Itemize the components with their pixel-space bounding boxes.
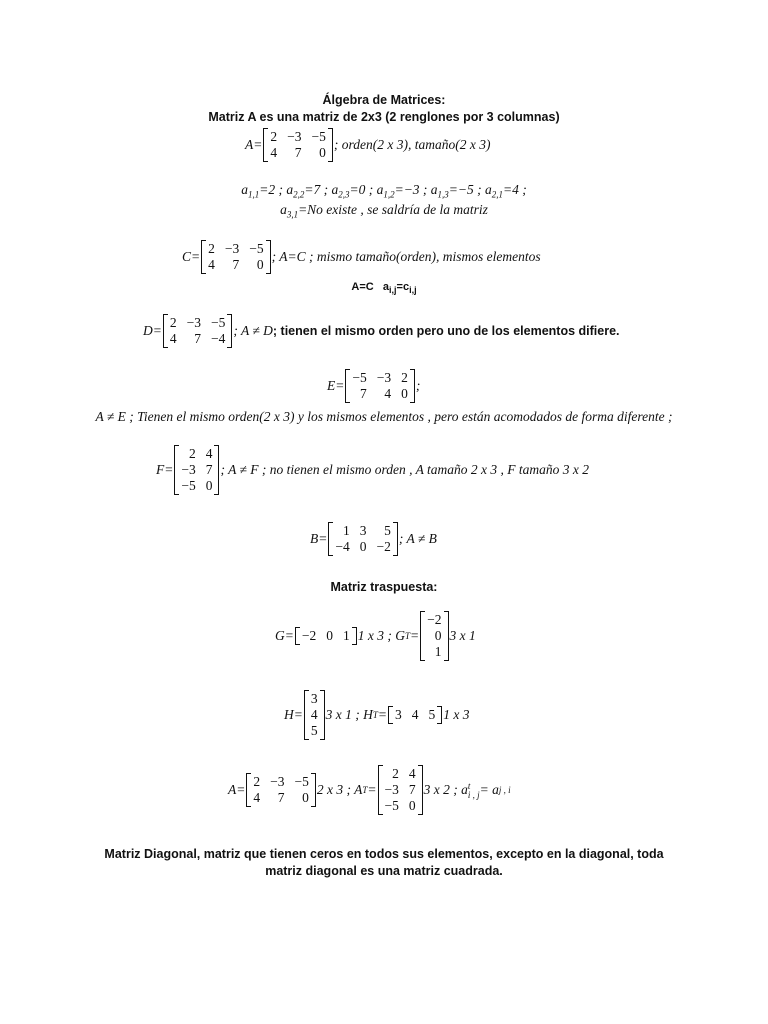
eq-h-sup: T — [372, 710, 378, 720]
matrix-cell: −2 — [376, 539, 391, 554]
eq-at-tail-end-sub: j , i — [498, 785, 511, 795]
matrix-cell: −3 — [376, 370, 392, 385]
eq-a-lhs: A= — [245, 137, 263, 152]
eq-g-lhs: G= — [275, 628, 294, 643]
matrix-d — [165, 315, 231, 347]
eq-at-tail-sub: i , j — [467, 790, 480, 800]
transpose-heading: Matriz traspuesta: — [330, 580, 438, 594]
matrix-cell: 2 — [188, 446, 196, 461]
eq-g-mid: 1 x 3 ; G — [357, 628, 405, 643]
matrix-cell: 7 — [194, 331, 201, 346]
matrix-cell: 2 — [401, 370, 408, 385]
matrix-cell: 7 — [232, 257, 240, 272]
matrix-cell: 1 — [342, 628, 350, 643]
matrix-g-transpose — [422, 612, 446, 660]
matrix-cell: −3 — [181, 462, 196, 477]
matrix-cell: −3 — [287, 129, 302, 144]
matrix-cell: 5 — [310, 723, 318, 738]
matrix-h — [306, 691, 323, 739]
matrix-cell: 7 — [205, 462, 213, 477]
matrix-cell: 2 — [270, 129, 278, 144]
equation-e — [327, 370, 420, 402]
matrix-cell: 0 — [408, 798, 416, 813]
equation-e-note: A ≠ E ; Tienen el mismo orden(2 x 3) y los mismos elementos , pero están acomodados de forma diferente ; — [95, 409, 673, 424]
matrix-h-transpose — [390, 707, 440, 723]
elements-line-1: $a_{1,1}=2$ ; $a_{2,2}=7$ ; $a_{2,3}=0$ ; $a_{1,2}=-3$ ; $a_{1,3}=-5$ ; $a_{2,1}=4$ ; — [241, 182, 527, 200]
matrix-cell: −4 — [210, 331, 226, 346]
matrix-cell: 3 — [395, 707, 402, 722]
eq-d-tail-math: ; A ≠ D — [233, 323, 273, 338]
intro-text: Matriz A es una matriz de 2x3 (2 renglones por 3 columnas) — [208, 110, 560, 124]
matrix-cell: 0 — [359, 539, 367, 554]
equation-c-note: A=C $a_{i,j}=c_{i,j}$ — [351, 281, 417, 296]
eq-b-tail: ; A ≠ B — [398, 531, 437, 546]
matrix-cell: 2 — [392, 766, 399, 781]
diagonal-line-2: matriz diagonal es una matriz cuadrada. — [265, 864, 503, 878]
matrix-a-2 — [248, 774, 314, 806]
eq-f-tail: ; A ≠ F ; no tienen el mismo orden , A tamaño 2 x 3 , F tamaño 3 x 2 — [220, 462, 589, 477]
matrix-cell: −3 — [270, 774, 285, 789]
eq-g-eq: = — [410, 628, 420, 643]
matrix-cell: 5 — [428, 707, 436, 722]
matrix-cell: 0 — [319, 145, 326, 160]
eq-e-lhs: E= — [327, 378, 345, 393]
matrix-cell: 2 — [253, 774, 261, 789]
equation-h — [284, 691, 470, 739]
eq-at-mid: 2 x 3 ; A — [316, 782, 363, 797]
matrix-cell: −2 — [301, 628, 317, 643]
matrix-cell: 7 — [359, 386, 367, 401]
matrix-cell: −3 — [186, 315, 201, 330]
elements-line-2: $a_{3,1}=No$ existe , se saldría de la matriz — [280, 202, 488, 220]
matrix-cell: 4 — [384, 386, 392, 401]
matrix-a-transpose — [380, 766, 421, 814]
page-title: Álgebra de Matrices: — [322, 93, 446, 107]
matrix-cell: 0 — [434, 628, 442, 643]
matrix-c — [203, 241, 269, 273]
matrix-cell: 3 — [310, 691, 318, 706]
matrix-e — [347, 370, 413, 402]
matrix-cell: 4 — [411, 707, 419, 722]
matrix-cell: 4 — [208, 257, 215, 272]
matrix-cell: −5 — [181, 478, 196, 493]
eq-at-tail: 3 x 2 ; a — [423, 782, 468, 797]
eq-b-lhs: B= — [310, 531, 328, 546]
equation-c — [182, 241, 541, 273]
eq-g-tail: 3 x 1 — [449, 628, 476, 643]
equation-a — [245, 129, 490, 161]
matrix-cell: −3 — [224, 241, 240, 256]
matrix-cell: 4 — [169, 331, 177, 346]
matrix-cell: 1 — [342, 523, 350, 538]
matrix-cell: 2 — [208, 241, 215, 256]
matrix-cell: 0 — [401, 386, 408, 401]
eq-at-eq: = — [367, 782, 377, 797]
matrix-cell: 1 — [434, 644, 442, 659]
equation-b — [310, 523, 437, 555]
matrix-cell: 7 — [294, 145, 302, 160]
matrix-cell: 7 — [408, 782, 416, 797]
equation-a-transpose — [228, 766, 511, 814]
matrix-cell: 4 — [205, 446, 213, 461]
eq-f-lhs: F= — [156, 462, 174, 477]
eq-d-tail-text: ; tienen el mismo orden pero uno de los elementos difiere. — [272, 324, 620, 338]
matrix-cell: −5 — [311, 129, 326, 144]
matrix-g — [297, 628, 355, 644]
equation-g — [275, 612, 476, 660]
matrix-cell: 0 — [256, 257, 264, 272]
matrix-b — [330, 523, 396, 555]
matrix-cell: −2 — [427, 612, 442, 627]
equation-f — [156, 446, 589, 494]
eq-at-tail-sup: t — [467, 781, 471, 791]
equation-d — [143, 315, 620, 347]
matrix-f — [176, 446, 217, 494]
matrix-cell: 4 — [270, 145, 278, 160]
matrix-cell: 4 — [310, 707, 318, 722]
eq-h-tail: 1 x 3 — [443, 707, 470, 722]
eq-at-lhs: A= — [228, 782, 246, 797]
matrix-cell: −5 — [352, 370, 367, 385]
matrix-cell: 4 — [408, 766, 416, 781]
matrix-cell: 3 — [359, 523, 367, 538]
eq-c-tail: ; A=C ; mismo tamaño(orden), mismos elementos — [271, 249, 541, 264]
eq-h-lhs: H= — [284, 707, 303, 722]
eq-h-eq: = — [377, 707, 387, 722]
eq-g-sup: T — [404, 631, 410, 641]
diagonal-line-1: Matriz Diagonal, matriz que tienen ceros en todos sus elementos, excepto en la diagonal, toda — [104, 847, 664, 861]
matrix-cell: 0 — [326, 628, 333, 643]
matrix-cell: 5 — [384, 523, 391, 538]
matrix-cell: 4 — [253, 790, 261, 805]
eq-h-mid: 3 x 1 ; H — [325, 707, 373, 722]
matrix-cell: −5 — [294, 774, 309, 789]
eq-at-tail-end: = a — [479, 782, 499, 797]
eq-d-lhs: D= — [143, 323, 162, 338]
matrix-cell: −3 — [384, 782, 399, 797]
eq-at-sup: T — [362, 785, 368, 795]
matrix-cell: −5 — [249, 241, 264, 256]
matrix-cell: −5 — [384, 798, 399, 813]
eq-e-tail: ; — [415, 378, 421, 393]
eq-a-tail: ; orden(2 x 3), tamaño(2 x 3) — [333, 137, 491, 152]
matrix-a — [265, 129, 331, 161]
matrix-cell: 7 — [277, 790, 285, 805]
matrix-cell: −4 — [335, 539, 350, 554]
matrix-cell: 2 — [169, 315, 177, 330]
eq-c-lhs: C= — [182, 249, 201, 264]
matrix-cell: 0 — [205, 478, 213, 493]
matrix-cell: 0 — [302, 790, 309, 805]
matrix-cell: −5 — [210, 315, 226, 330]
